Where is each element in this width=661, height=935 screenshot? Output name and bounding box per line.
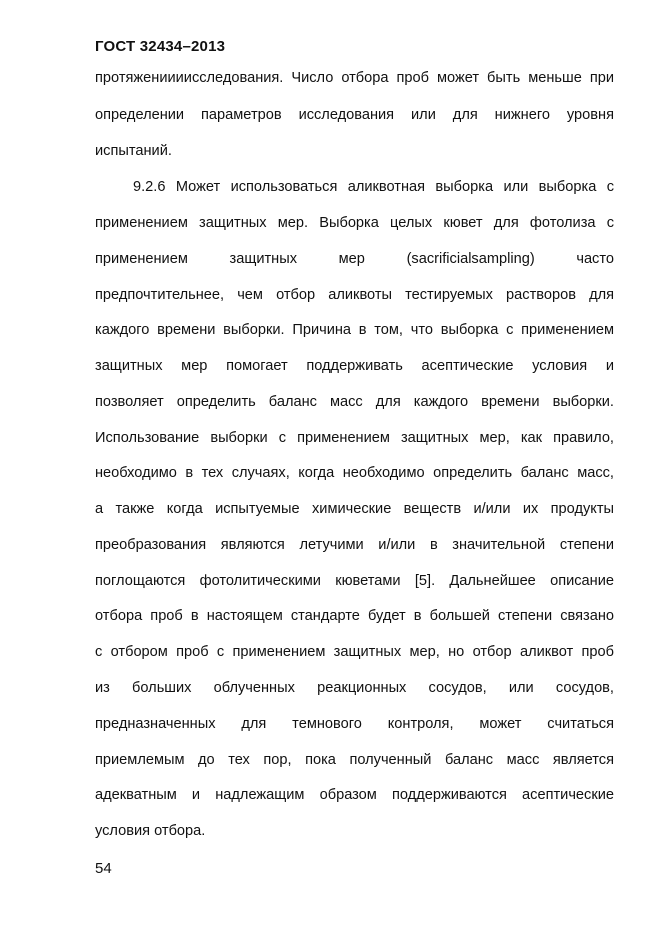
text-line: применением защитных мер. Выборка целых кювет для фотолиза с bbox=[95, 215, 614, 231]
text-line: необходимо в тех случаях, когда необходимо определить баланс масс, bbox=[95, 465, 614, 481]
text-line: применением защитных мер (sacrificialsampling) часто bbox=[95, 251, 614, 267]
page-number: 54 bbox=[95, 860, 112, 877]
text-line: предназначенных для темнового контроля, может считаться bbox=[95, 716, 614, 732]
text-line: определении параметров исследования или для нижнего уровня bbox=[95, 107, 614, 123]
text-line: предпочтительнее, чем отбор аликвоты тестируемых растворов для bbox=[95, 287, 614, 303]
text-line: Использование выборки с применением защитных мер, как правило, bbox=[95, 430, 614, 446]
text-line: испытаний. bbox=[95, 143, 172, 159]
text-line: отбора проб в настоящем стандарте будет в большей степени связано bbox=[95, 608, 614, 624]
text-line: поглощаются фотолитическими кюветами [5]. Дальнейшее описание bbox=[95, 573, 614, 589]
text-line: позволяет определить баланс масс для каждого времени выборки. bbox=[95, 394, 614, 410]
text-line: условия отбора. bbox=[95, 823, 206, 839]
text-line: приемлемым до тех пор, пока полученный баланс масс является bbox=[95, 752, 614, 768]
text-line: адекватным и надлежащим образом поддерживаются асептические bbox=[95, 787, 614, 803]
text-line: протяжениииисследования. Число отбора проб может быть меньше при bbox=[95, 70, 614, 86]
text-line: из больших облученных реакционных сосудов, или сосудов, bbox=[95, 680, 614, 696]
text-line: защитных мер помогает поддерживать асептические условия и bbox=[95, 358, 614, 374]
text-line: а также когда испытуемые химические веществ и/или их продукты bbox=[95, 501, 614, 517]
text-line: с отбором проб с применением защитных мер, но отбор аликвот проб bbox=[95, 644, 614, 660]
standard-header: ГОСТ 32434–2013 bbox=[95, 38, 226, 55]
text-line: каждого времени выборки. Причина в том, что выборка с применением bbox=[95, 322, 614, 338]
paragraph-first-line: 9.2.6 Может использоваться аликвотная выборка или выборка с bbox=[133, 179, 614, 195]
text-line: преобразования являются летучими и/или в значительной степени bbox=[95, 537, 614, 553]
